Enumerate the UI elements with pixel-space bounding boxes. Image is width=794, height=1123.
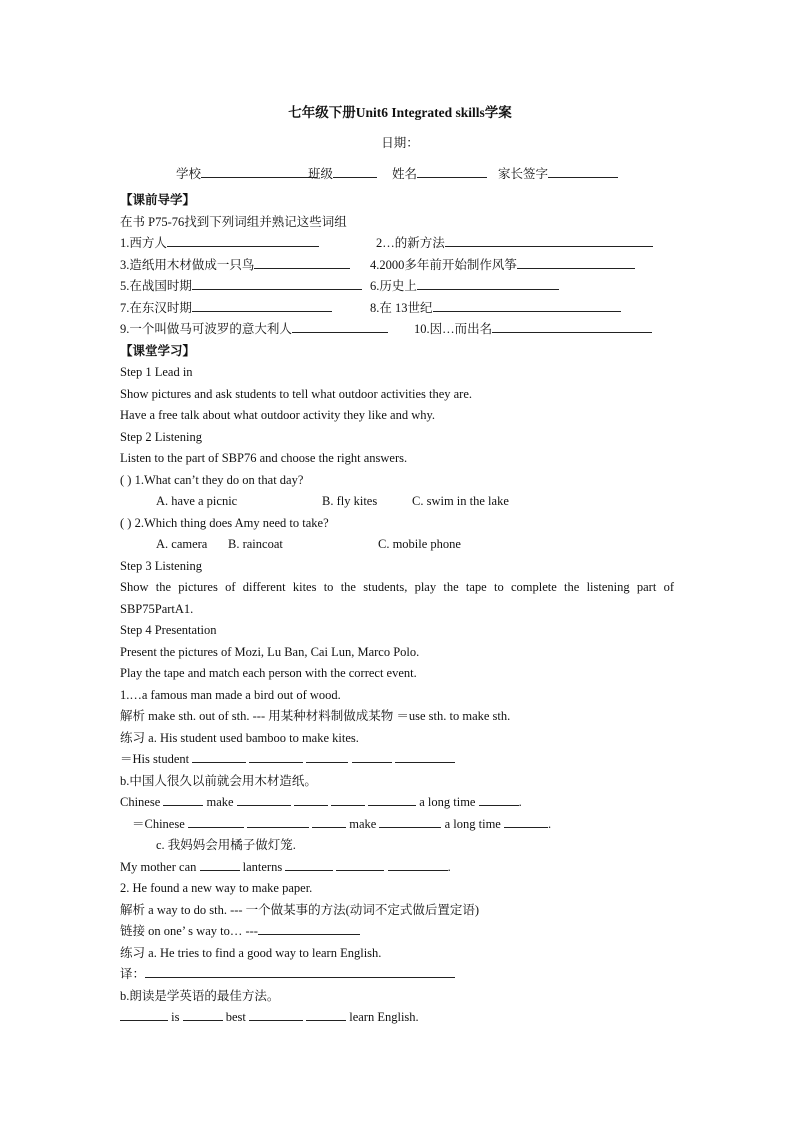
phrase-item: 9.一个叫做马可波罗的意大利人: [120, 322, 292, 336]
exercise-text: Chinese: [120, 795, 161, 809]
phrase-blank[interactable]: [292, 319, 388, 333]
question-text: 2.Which thing does Amy need to take?: [134, 515, 329, 530]
name-label: 姓名: [392, 167, 418, 181]
phrase-item: 10.因…而出名: [414, 322, 493, 336]
step1-title: Step 1 Lead in: [120, 365, 193, 379]
point-1: 1.…a famous man made a bird out of wood.: [120, 687, 341, 702]
phrase-blank[interactable]: [445, 233, 653, 247]
answer-blank[interactable]: [479, 792, 519, 806]
option-b: B. raincoat: [228, 537, 283, 551]
answer-blank[interactable]: [145, 964, 455, 978]
phrase-blank[interactable]: [492, 319, 652, 333]
exercise-text: a. He tries to find a good way to learn English.: [148, 945, 382, 960]
exercise-text: learn English.: [349, 1010, 419, 1024]
option-c: C. mobile phone: [378, 537, 461, 551]
step3-title: Step 3 Listening: [120, 558, 202, 573]
phrase-row: [120, 298, 680, 320]
school-label: 学校: [176, 167, 202, 181]
answer-blank[interactable]: [188, 814, 244, 828]
note-text: a way to do sth. --- 一个做某事的方法(动词不定式做后置定语): [148, 902, 480, 917]
class-heading: 【课堂学习】: [120, 343, 196, 358]
point-1-exercise-b-line1: Chinese make a long time .: [120, 792, 680, 814]
parent-sign-blank[interactable]: [548, 164, 618, 178]
point-2-link: [120, 921, 680, 943]
point-2-exercise: [120, 943, 680, 965]
point-1-exercise-a-rewrite: [120, 749, 680, 771]
option-b: B. fly kites: [322, 494, 378, 508]
point-1-note: [120, 706, 680, 728]
phrase-blank[interactable]: [192, 298, 332, 312]
exercise-label: 练习: [120, 730, 146, 745]
note-label: 解析: [120, 709, 146, 723]
point-1-exercise: [120, 728, 680, 750]
point-2-note: [120, 900, 680, 922]
parent-sign-label: 家长签字: [498, 167, 549, 181]
worksheet: [120, 98, 680, 1029]
exercise-text: best: [225, 1010, 246, 1024]
phrase-row: [120, 276, 680, 298]
date-label: 日期：: [381, 136, 419, 150]
name-field: [392, 158, 487, 190]
phrase-item: 3.造纸用木材做成一只鸟: [120, 257, 255, 272]
phrase-blank[interactable]: [517, 255, 635, 269]
step3-line: SBP75PartA1.: [120, 601, 194, 616]
name-blank[interactable]: [417, 164, 487, 178]
answer-blank[interactable]: [249, 749, 303, 763]
class-blank[interactable]: [333, 164, 377, 178]
phrase-item: 5.在战国时期: [120, 279, 192, 293]
class-field: [308, 158, 377, 190]
point-2: 2. He found a new way to make paper.: [120, 881, 313, 895]
exercise-text: a long time: [444, 816, 501, 831]
answer-blank[interactable]: [504, 814, 548, 828]
date-line: [120, 128, 680, 158]
exercise-text: My mother can: [120, 859, 197, 874]
point-1-exercise-b: b.中国人很久以前就会用木材造纸。: [120, 773, 317, 788]
preview-heading: 【课前导学】: [120, 193, 196, 207]
answer-blank[interactable]: [192, 749, 246, 763]
answer-paren[interactable]: ( ): [120, 472, 132, 487]
step2-title: Step 2 Listening: [120, 429, 202, 444]
answer-blank[interactable]: [237, 792, 291, 806]
point-2-exercise-b-line: [120, 1007, 680, 1029]
exercise-text: a. His student used bamboo to make kites.: [148, 730, 359, 745]
answer-blank[interactable]: [306, 1007, 346, 1021]
phrase-blank[interactable]: [167, 233, 319, 247]
question-1: [120, 470, 680, 492]
option-a: A. camera: [156, 537, 208, 551]
step3-line: Show the pictures of different kites to the students, play the tape to complete the listening part of: [120, 580, 674, 594]
answer-blank[interactable]: [294, 792, 328, 806]
link-label: 链接: [120, 924, 146, 938]
answer-blank[interactable]: [285, 857, 333, 871]
step1-line: Have a free talk about what outdoor activity they like and why.: [120, 408, 436, 422]
answer-blank[interactable]: [120, 1007, 168, 1021]
phrase-blank[interactable]: [433, 298, 621, 312]
exercise-label: 练习: [120, 945, 146, 960]
answer-blank[interactable]: [183, 1007, 223, 1021]
answer-blank[interactable]: [379, 814, 441, 828]
answer-blank[interactable]: [247, 814, 309, 828]
answer-blank[interactable]: [388, 857, 448, 871]
exercise-text: make: [349, 816, 377, 831]
phrase-item: 8.在 13世纪: [370, 300, 433, 315]
answer-blank[interactable]: [368, 792, 416, 806]
phrase-row: [120, 255, 680, 277]
answer-blank[interactable]: [200, 857, 240, 871]
answer-blank[interactable]: [331, 792, 365, 806]
school-blank[interactable]: [201, 164, 317, 178]
phrase-blank[interactable]: [254, 255, 350, 269]
answer-blank[interactable]: [336, 857, 384, 871]
step4-line: Play the tape and match each person with the correct event.: [120, 666, 417, 680]
exercise-text: make: [206, 795, 234, 809]
note-text: make sth. out of sth. --- 用某种材料制做成某物 ＝use sth. to make sth.: [148, 709, 511, 723]
student-info-line: [120, 158, 680, 190]
question-2: [120, 513, 680, 535]
answer-blank[interactable]: [163, 792, 203, 806]
parent-sign-field: [498, 158, 618, 190]
phrase-item: 2…的新方法: [376, 236, 445, 250]
translation-label: 译：: [120, 967, 146, 981]
point-2-exercise-b: b.朗读是学英语的最佳方法。: [120, 988, 280, 1003]
phrase-item: 6.历史上: [370, 279, 417, 293]
step4-line: Present the pictures of Mozi, Lu Ban, Cai Lun, Marco Polo.: [120, 644, 420, 659]
exercise-text: is: [171, 1010, 180, 1024]
answer-blank[interactable]: [312, 814, 346, 828]
answer-blank[interactable]: [395, 749, 455, 763]
answer-blank[interactable]: [249, 1007, 303, 1021]
phrase-item: 4.2000多年前开始制作风筝: [370, 257, 517, 272]
point-1-exercise-c: c. 我妈妈会用橘子做灯笼.: [156, 838, 296, 852]
exercise-text: ＝Chinese: [132, 816, 185, 831]
option-c: C. swim in the lake: [412, 494, 509, 508]
exercise-text: ＝His student: [120, 752, 190, 766]
answer-blank[interactable]: [258, 921, 360, 935]
answer-paren[interactable]: ( ): [120, 515, 132, 530]
exercise-text: a long time: [419, 795, 476, 809]
phrase-blank[interactable]: [417, 276, 559, 290]
step1-line: Show pictures and ask students to tell what outdoor activities they are.: [120, 386, 473, 401]
phrase-item: 7.在东汉时期: [120, 300, 192, 315]
question-text: 1.What can’t they do on that day?: [134, 472, 304, 487]
question-1-options: [120, 491, 680, 513]
link-text: on one’ s way to… ---: [148, 924, 258, 938]
step2-line: Listen to the part of SBP76 and choose the right answers.: [120, 451, 408, 465]
phrase-blank[interactable]: [192, 276, 362, 290]
page-title: 七年级下册Unit6 Integrated skills学案: [288, 105, 512, 120]
point-1-exercise-b-line2: ＝Chinese make a long time .: [120, 814, 680, 836]
phrase-row: [120, 319, 680, 341]
option-a: A. have a picnic: [156, 494, 238, 508]
answer-blank[interactable]: [306, 749, 348, 763]
phrase-item: 1.西方人: [120, 236, 167, 250]
point-1-exercise-c-line: My mother can lanterns .: [120, 857, 680, 879]
answer-blank[interactable]: [352, 749, 392, 763]
school-field: [176, 158, 317, 190]
point-2-translation: [120, 964, 680, 986]
question-2-options: [120, 534, 680, 556]
step4-title: Step 4 Presentation: [120, 623, 217, 637]
exercise-text: lanterns: [242, 859, 283, 874]
preview-instruction: 在书 P75-76找到下列词组并熟记这些词组: [120, 214, 347, 229]
class-label: 班级: [308, 167, 334, 181]
note-label: 解析: [120, 902, 146, 917]
phrase-row: [120, 233, 680, 255]
